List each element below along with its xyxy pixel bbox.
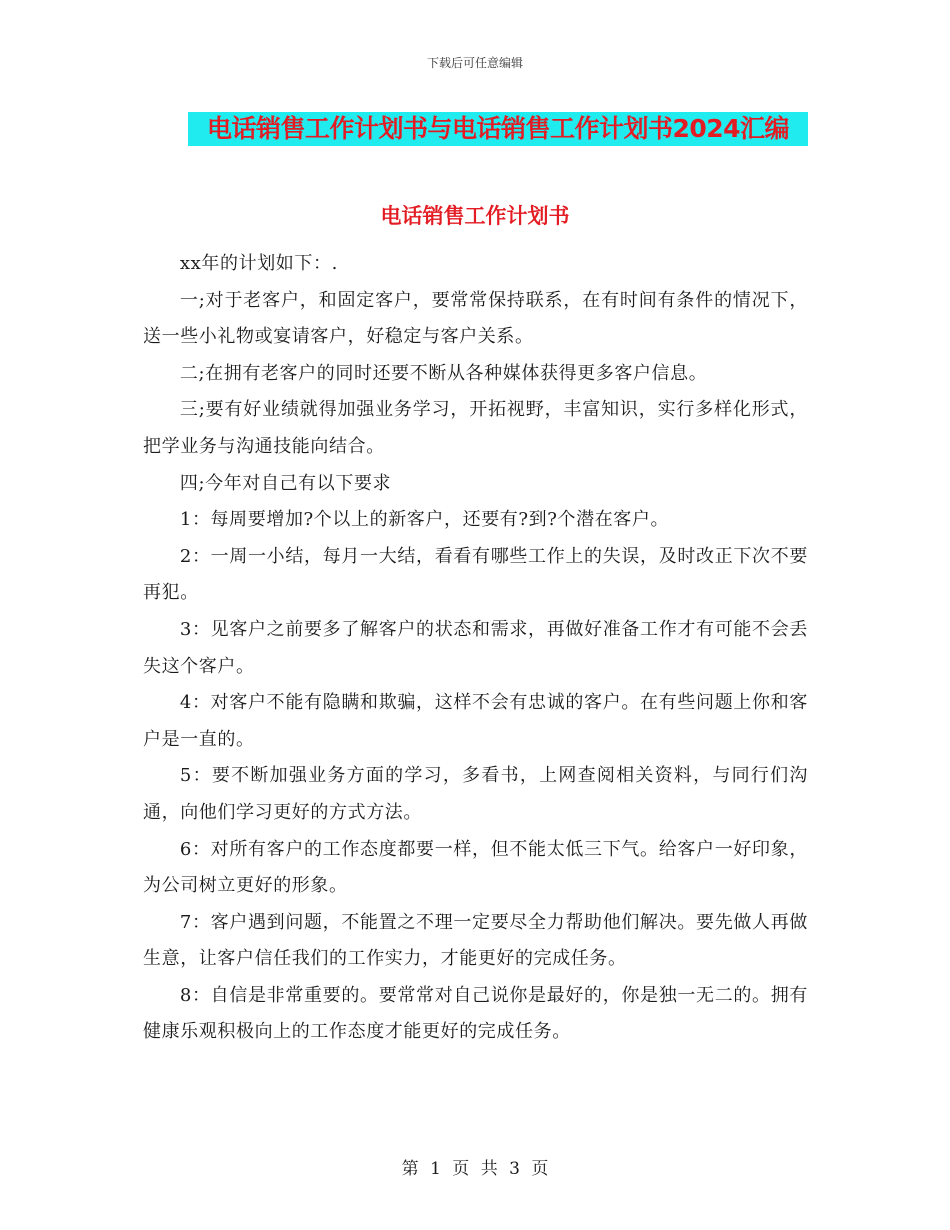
document-body bbox=[143, 246, 808, 1051]
requirement-1: 1：每周要增加?个以上的新客户，还要有?到?个潜在客户。 bbox=[179, 509, 670, 531]
paragraph-intro: xx年的计划如下：. bbox=[179, 253, 338, 274]
page-number-footer: 第 1 页 共 3 页 bbox=[401, 1159, 549, 1179]
section-title: 电话销售工作计划书 bbox=[380, 204, 570, 228]
requirement-8: 8：自信是非常重要的。要常常对自己说你是最好的，你是独一无二的。拥有健康乐观积极向上的工作态度才能更好的完成任务。 bbox=[143, 984, 808, 1043]
header-note: 下载后可任意编辑 bbox=[426, 56, 523, 70]
paragraph-item-4: 四;今年对自己有以下要求 bbox=[179, 472, 392, 494]
paragraph-item-2: 二;在拥有老客户的同时还要不断从各种媒体获得更多客户信息。 bbox=[179, 362, 708, 384]
requirement-3: 3：见客户之前要多了解客户的状态和需求，再做好准备工作才有可能不会丢失这个客户。 bbox=[143, 618, 808, 677]
requirement-4: 4：对客户不能有隐瞒和欺骗，这样不会有忠诚的客户。在有些问题上你和客户是一直的。 bbox=[143, 692, 808, 750]
requirement-6: 6：对所有客户的工作态度都要一样，但不能太低三下气。给客户一好印象，为公司树立更好的形象。 bbox=[143, 838, 808, 897]
requirement-7: 7：客户遇到问题，不能置之不理一定要尽全力帮助他们解决。要先做人再做生意，让客户信任我们的工作实力，才能更好的完成任务。 bbox=[143, 911, 808, 970]
main-title: 电话销售工作计划书与电话销售工作计划书2024汇编 bbox=[188, 112, 808, 146]
main-title-container bbox=[188, 112, 808, 146]
requirement-2: 2：一周一小结，每月一大结，看看有哪些工作上的失误，及时改正下次不要再犯。 bbox=[143, 545, 808, 604]
paragraph-item-1: 一;对于老客户，和固定客户，要常常保持联系，在有时间有条件的情况下，送一些小礼物或宴请客户，好稳定与客户关系。 bbox=[143, 289, 808, 348]
requirement-5: 5：要不断加强业务方面的学习，多看书，上网查阅相关资料，与同行们沟通，向他们学习更好的方式方法。 bbox=[143, 765, 808, 823]
paragraph-item-3: 三;要有好业绩就得加强业务学习，开拓视野，丰富知识，实行多样化形式，把学业务与沟通技能向结合。 bbox=[143, 399, 808, 457]
